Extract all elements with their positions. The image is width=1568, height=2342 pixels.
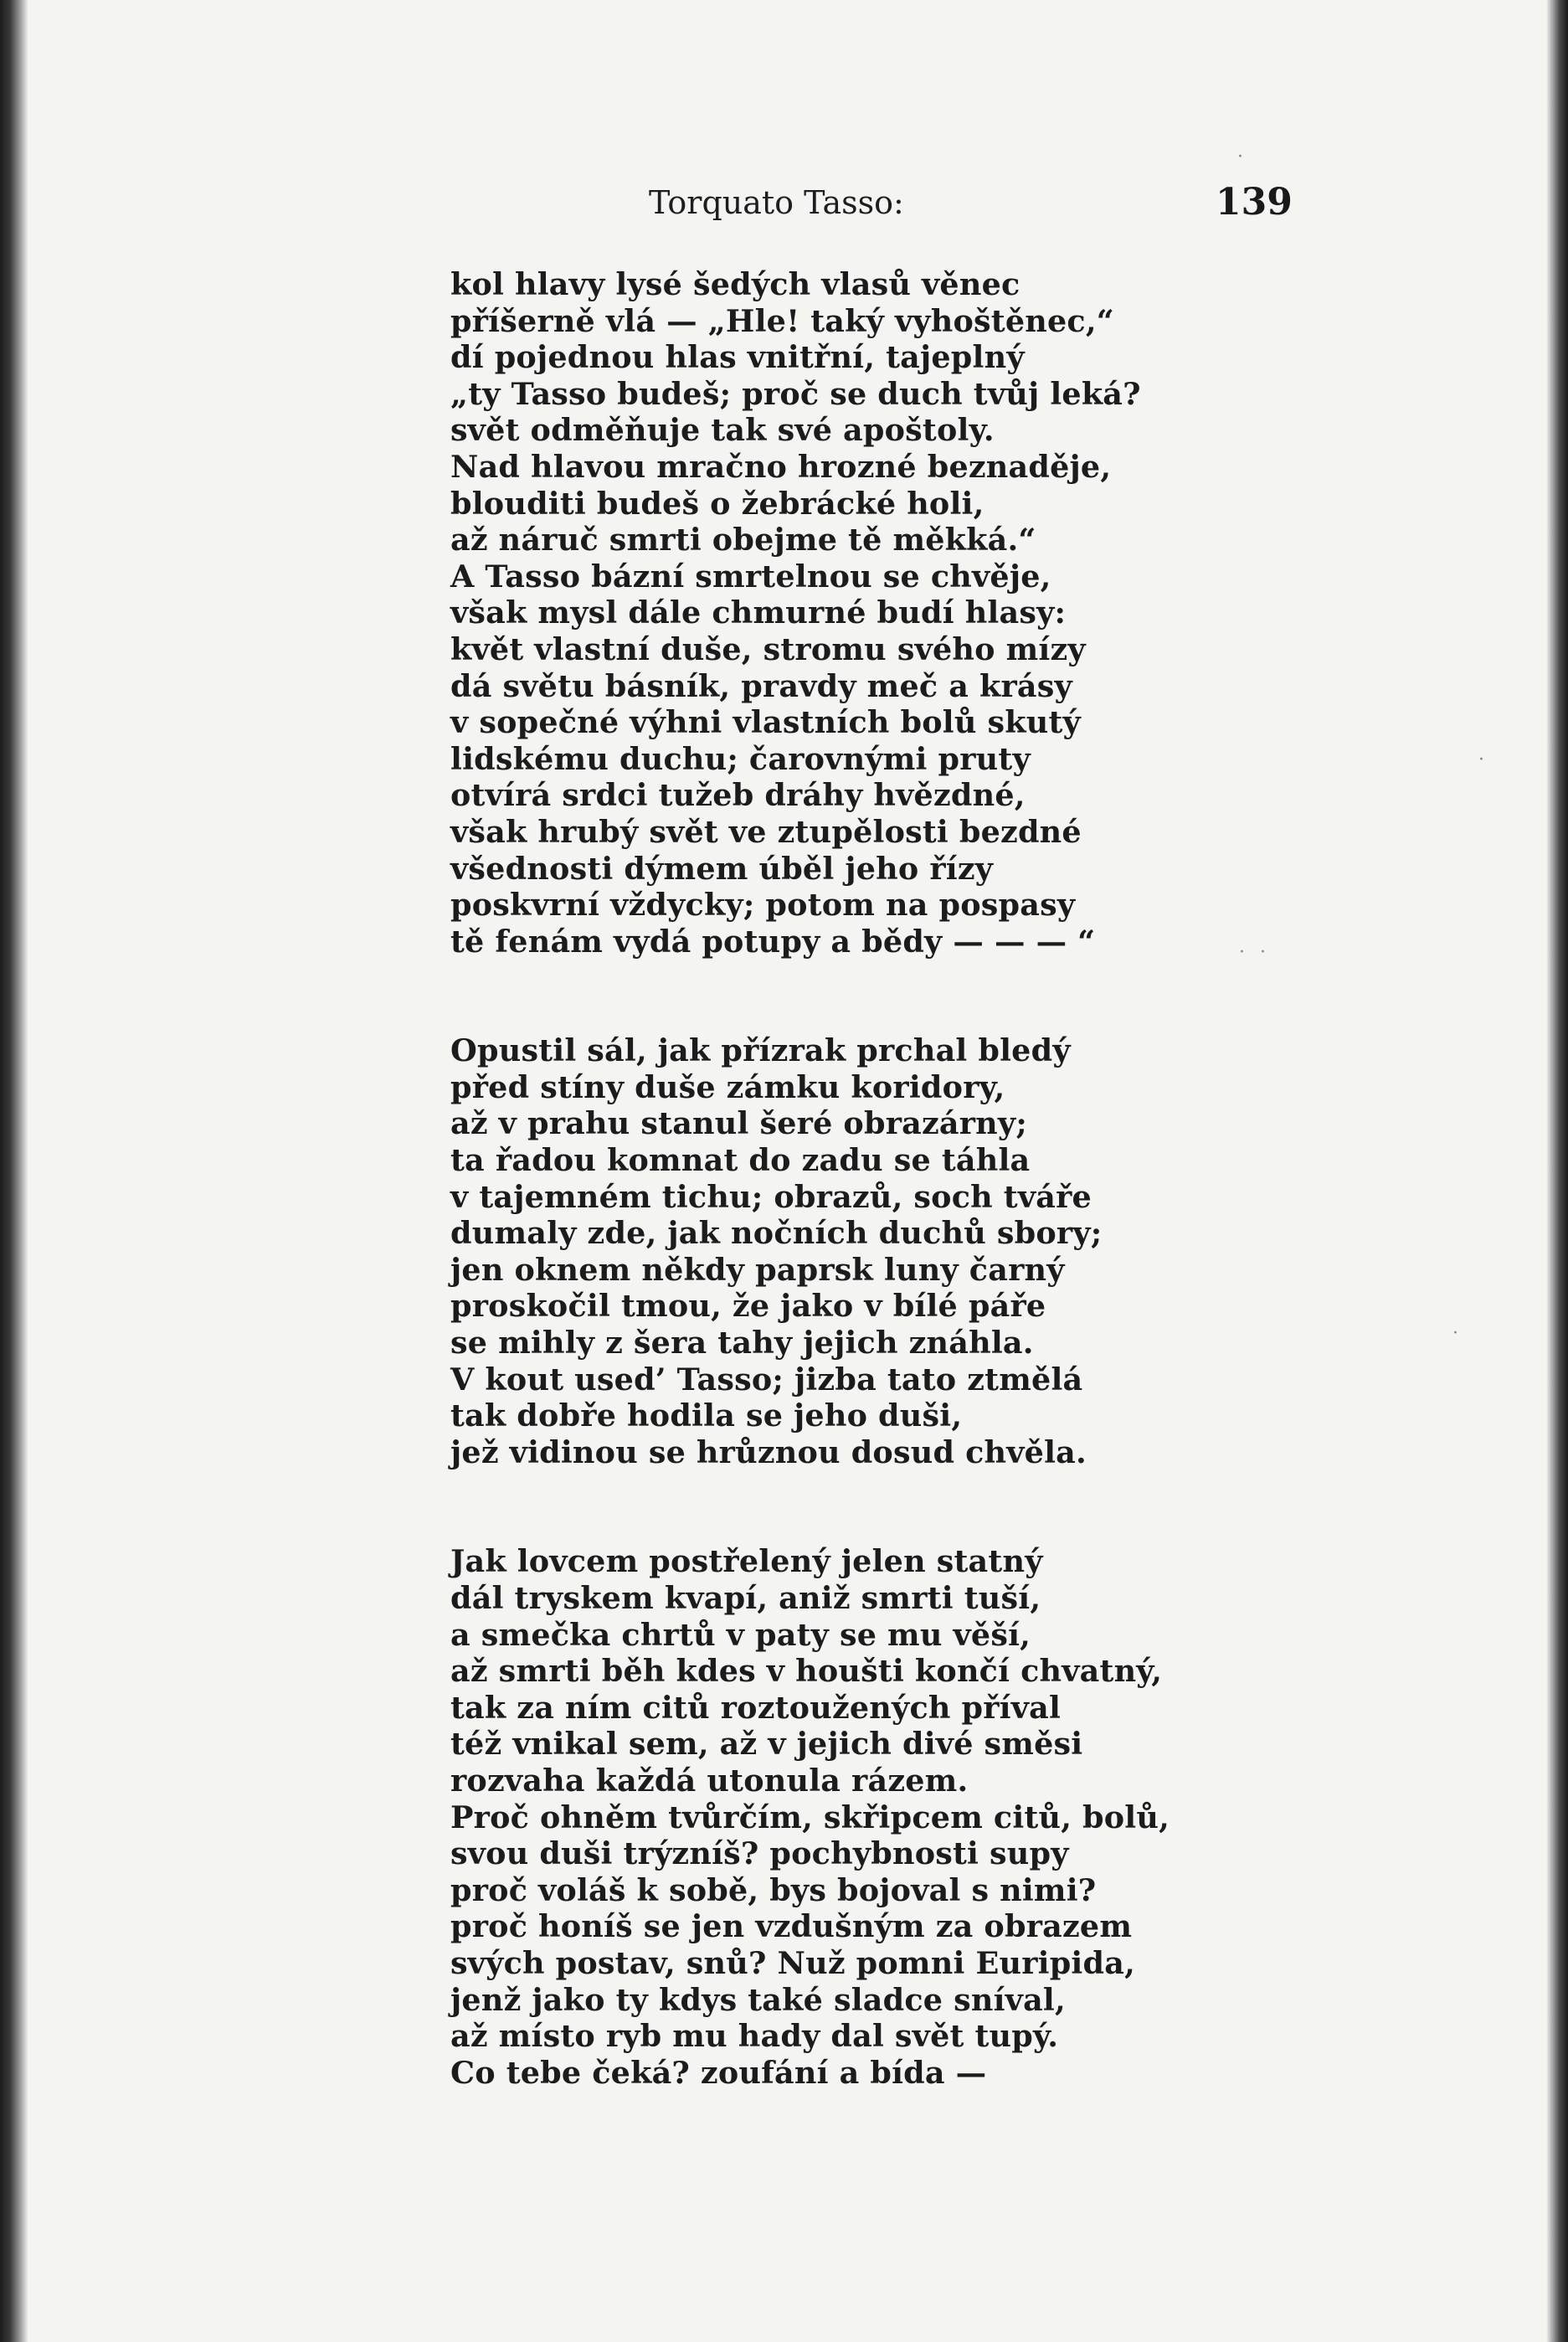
verse-line: „ty Tasso budeš; proč se duch tvůj leká? xyxy=(450,375,1141,412)
verse-line: a smečka chrtů v paty se mu věší, xyxy=(450,1616,1031,1653)
verse-line: jenž jako ty kdys také sladce sníval, xyxy=(450,1981,1066,2018)
verse-line: proskočil tmou, že jako v bílé páře xyxy=(450,1288,1046,1325)
verse-line: tak za ním citů roztoužených příval xyxy=(450,1689,1062,1726)
verse-line: však mysl dále chmurné budí hlasy: xyxy=(450,595,1067,631)
book-spine-shadow xyxy=(0,0,28,2342)
verse-line: otvírá srdci tužeb dráhy hvězdné, xyxy=(450,777,1026,814)
verse-line: až v prahu stanul šeré obrazárny; xyxy=(450,1105,1027,1142)
verse-line: v sopečné výhni vlastních bolů skutý xyxy=(450,704,1081,741)
verse-line: v tajemném tichu; obrazů, soch tváře xyxy=(450,1178,1092,1215)
stanza-3 xyxy=(450,1543,1371,2091)
verse-line: příšerně vlá — „Hle! taký vyhoštěnec,“ xyxy=(450,302,1114,339)
verse-line: A Tasso bázní smrtelnou se chvěje, xyxy=(450,558,1051,595)
running-title: Torquato Tasso: xyxy=(649,184,904,221)
verse-line: dumaly zde, jak nočních duchů sbory; xyxy=(450,1215,1103,1252)
verse-line: dí pojednou hlas vnitřní, tajeplný xyxy=(450,339,1025,376)
verse-line: až místo ryb mu hady dal svět tupý. xyxy=(450,2018,1059,2055)
verse-line: svou duši trýzníš? pochybnosti supy xyxy=(450,1835,1069,1872)
verse-line: Proč ohněm tvůrčím, skřipcem citů, bolů, xyxy=(450,1799,1170,1835)
verse-line: svých postav, snů? Nuž pomni Euripida, xyxy=(450,1944,1135,1981)
verse-line: před stíny duše zámku koridory, xyxy=(450,1068,1005,1105)
verse-line: Nad hlavou mračno hrozné beznaděje, xyxy=(450,448,1112,485)
verse-line: kol hlavy lysé šedých vlasů věnec xyxy=(450,266,1020,302)
verse-line: lidskému duchu; čarovnými pruty xyxy=(450,740,1031,777)
stanza-1 xyxy=(450,266,1371,960)
scan-speck: · xyxy=(1260,942,1266,963)
verse-line: dá světu básník, pravdy meč a krásy xyxy=(450,667,1072,704)
verse-line: až náruč smrti obejme tě měkká.“ xyxy=(450,522,1036,558)
verse-line: tě fenám vydá potupy a bědy — — — “ xyxy=(450,923,1096,960)
poem-text xyxy=(450,266,1371,2091)
verse-line: Jak lovcem postřelený jelen statný xyxy=(450,1543,1043,1580)
verse-line: však hrubý svět ve ztupělosti bezdné xyxy=(450,813,1082,850)
verse-line: V kout used’ Tasso; jizba tato ztmělá xyxy=(450,1361,1083,1397)
scan-speck: · xyxy=(1478,749,1484,770)
verse-line: dál tryskem kvapí, aniž smrti tuší, xyxy=(450,1580,1041,1616)
stanza-2 xyxy=(450,1032,1371,1470)
scan-speck: · xyxy=(1239,942,1245,963)
verse-line: ta řadou komnat do zadu se táhla xyxy=(450,1142,1031,1179)
verse-line: proč honíš se jen vzdušným za obrazem xyxy=(450,1908,1133,1945)
scan-speck: · xyxy=(1237,147,1243,167)
verse-line: se mihly z šera tahy jejich znáhla. xyxy=(450,1325,1034,1361)
verse-line: blouditi budeš o žebrácké holi, xyxy=(450,485,984,522)
page-number: 139 xyxy=(1216,181,1293,224)
verse-line: jež vidinou se hrůznou dosud chvěla. xyxy=(450,1434,1087,1470)
verse-line: květ vlastní duše, stromu svého mízy xyxy=(450,631,1086,667)
verse-line: svět odměňuje tak své apoštoly. xyxy=(450,412,995,449)
verse-line: až smrti běh kdes v houšti končí chvatný, xyxy=(450,1653,1163,1690)
verse-line: proč voláš k sobě, bys bojoval s nimi? xyxy=(450,1871,1097,1908)
verse-line: poskvrní vždycky; potom na pospasy xyxy=(450,887,1076,924)
verse-line: Co tebe čeká? zoufání a bída — xyxy=(450,2054,987,2091)
verse-line: též vnikal sem, až v jejich divé směsi xyxy=(450,1726,1083,1763)
scan-speck: · xyxy=(1452,1323,1458,1344)
verse-line: tak dobře hodila se jeho duši, xyxy=(450,1397,963,1434)
verse-line: rozvaha každá utonula rázem. xyxy=(450,1762,969,1799)
verse-line: Opustil sál, jak přízrak prchal bledý xyxy=(450,1032,1071,1069)
page-edge-shadow xyxy=(1546,0,1568,2342)
verse-line: jen oknem někdy paprsk luny čarný xyxy=(450,1251,1065,1288)
page-header xyxy=(0,181,1568,234)
verse-line: všednosti dýmem úběl jeho řízy xyxy=(450,850,994,887)
